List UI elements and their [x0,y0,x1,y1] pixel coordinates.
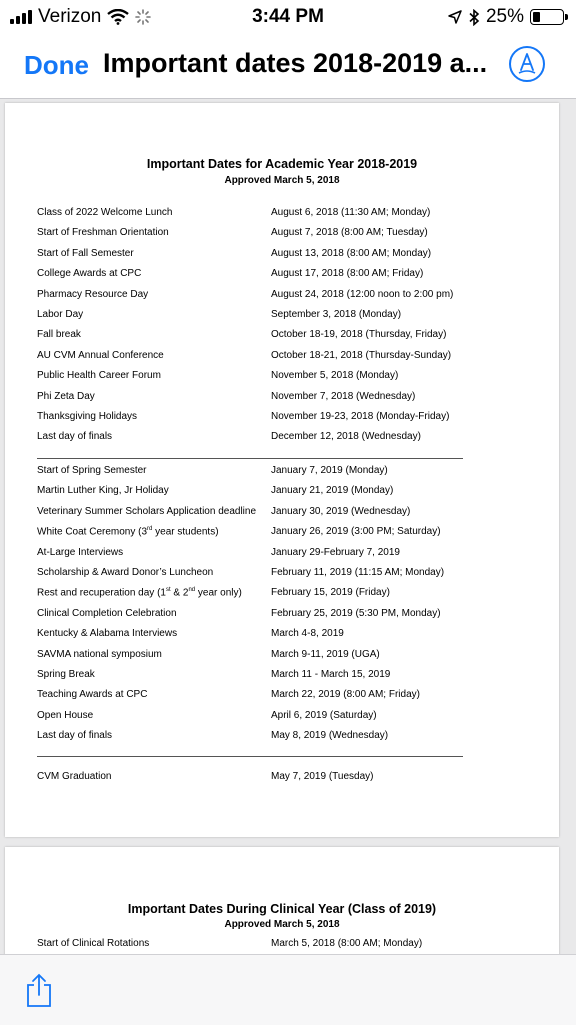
list-item [37,649,517,667]
signal-icon [10,10,32,24]
section-divider [37,756,463,757]
event-date: January 29-February 7, 2019 [271,546,400,558]
list-item [37,526,517,544]
list-item [37,465,517,483]
bottom-toolbar [0,954,576,1025]
event-date: March 5, 2018 (8:00 AM; Monday) [271,938,423,949]
wifi-icon [107,9,129,25]
event-date: January 7, 2019 (Monday) [271,465,388,476]
document-title: Important dates 2018-2019 a... [103,48,488,78]
list-item [37,547,517,565]
markup-pen-icon [517,53,537,75]
list-item [37,289,517,307]
event-name: Rest and recuperation day (1st & 2nd year only) [37,587,242,599]
list-item [37,207,517,225]
event-date: October 18-19, 2018 (Thursday, Friday) [271,329,447,341]
status-right [448,6,564,28]
event-name: White Coat Ceremony (3rd year students) [37,526,219,538]
list-item [37,248,517,266]
event-name: Labor Day [37,309,84,320]
event-date: May 7, 2019 (Tuesday) [271,771,374,782]
event-date: August 13, 2018 (8:00 AM; Monday) [271,247,432,259]
event-date: February 11, 2019 (11:15 AM; Monday) [271,567,445,578]
share-button[interactable] [26,973,52,1012]
list-item [37,506,517,524]
activity-spinner-icon [135,9,151,25]
pdf-page-1 [5,103,559,837]
event-name: Start of Clinical Rotations [37,938,150,949]
list-item [37,485,517,503]
page-subheading: Approved March 5, 2018 [224,175,340,186]
event-date: January 26, 2019 (3:00 PM; Saturday) [271,526,441,538]
event-name: Thanksgiving Holidays [37,411,138,422]
event-date: September 3, 2018 (Monday) [271,309,402,320]
event-name: CVM Graduation [37,771,112,782]
list-item [37,628,517,646]
event-date: March 9-11, 2019 (UGA) [271,648,380,660]
markup-button[interactable] [509,46,545,82]
list-item [37,730,517,748]
share-icon [26,973,52,1007]
event-date: August 24, 2018 (12:00 noon to 2:00 pm) [271,288,454,300]
event-name: Class of 2022 Welcome Lunch [37,207,173,218]
event-name: Start of Spring Semester [37,465,147,476]
event-name: Pharmacy Resource Day [37,288,149,300]
list-item [37,370,517,388]
done-button[interactable]: Done [24,50,89,80]
list-item [37,431,517,449]
battery-percent: 25% [485,6,524,27]
event-name: Last day of finals [37,431,113,443]
location-arrow-icon [448,10,462,24]
list-item [37,567,517,585]
event-date: August 7, 2018 (8:00 AM; Tuesday) [271,227,428,239]
list-item [37,268,517,286]
page-heading: Important Dates During Clinical Year (Class of 2019) [127,902,437,916]
event-name: Fall break [37,329,81,341]
event-date: October 18-21, 2018 (Thursday-Sunday) [271,349,452,361]
event-date: November 5, 2018 (Monday) [271,370,399,382]
event-name: At-Large Interviews [37,546,124,558]
event-date: January 30, 2019 (Wednesday) [271,505,411,517]
event-date: March 22, 2019 (8:00 AM; Friday) [271,689,420,701]
event-name: Phi Zeta Day [37,390,95,402]
event-date: December 12, 2018 (Wednesday) [271,431,421,443]
list-item [37,227,517,245]
status-time: 3:44 PM [252,6,324,27]
status-left [10,6,151,28]
list-item [37,309,517,327]
page-subheading: Approved March 5, 2018 [224,919,340,930]
event-name: Scholarship & Award Donor’s Luncheon [37,567,214,578]
list-item [37,669,517,687]
list-item [37,710,517,728]
event-date: March 11 - March 15, 2019 [271,669,391,680]
event-date: February 15, 2019 (Friday) [271,587,390,599]
carrier-label: Verizon [38,6,102,27]
section-divider [37,458,463,459]
event-date: January 21, 2019 (Monday) [271,485,394,497]
event-name: College Awards at CPC [37,268,142,280]
page-heading: Important Dates for Academic Year 2018-2019 [146,157,418,171]
event-name: Start of Freshman Orientation [37,227,169,239]
list-item [37,587,517,605]
list-item [37,689,517,707]
status-bar [0,0,576,34]
event-name: SAVMA national symposium [37,648,162,660]
event-date: February 25, 2019 (5:30 PM, Monday) [271,607,441,619]
event-name: Martin Luther King, Jr Holiday [37,485,169,497]
event-date: November 7, 2018 (Wednesday) [271,390,416,402]
list-item [37,608,517,626]
event-date: April 6, 2019 (Saturday) [271,709,377,721]
event-date: March 4-8, 2019 [271,628,344,640]
bluetooth-icon [468,9,480,26]
list-item [37,771,517,789]
event-name: Last day of finals [37,730,113,742]
event-date: August 17, 2018 (8:00 AM; Friday) [271,268,424,280]
event-date: November 19-23, 2018 (Monday-Friday) [271,411,450,422]
battery-icon [530,9,564,25]
event-date: August 6, 2018 (11:30 AM; Monday) [271,207,431,218]
document-viewer[interactable] [0,99,576,954]
event-name: Start of Fall Semester [37,247,134,259]
event-name: Spring Break [37,669,95,680]
event-name: Veterinary Summer Scholars Application deadline [37,505,257,517]
list-item [37,391,517,409]
pdf-page-2 [5,847,559,954]
event-date: May 8, 2019 (Wednesday) [271,730,389,742]
event-name: Teaching Awards at CPC [37,689,148,701]
event-name: Public Health Career Forum [37,370,161,382]
event-name: Open House [37,709,94,721]
event-name: Clinical Completion Celebration [37,607,177,619]
navigation-bar [0,34,576,99]
list-item [37,938,517,954]
list-item [37,350,517,368]
list-item [37,329,517,347]
list-item [37,411,517,429]
event-name: AU CVM Annual Conference [37,349,164,361]
event-name: Kentucky & Alabama Interviews [37,628,178,640]
